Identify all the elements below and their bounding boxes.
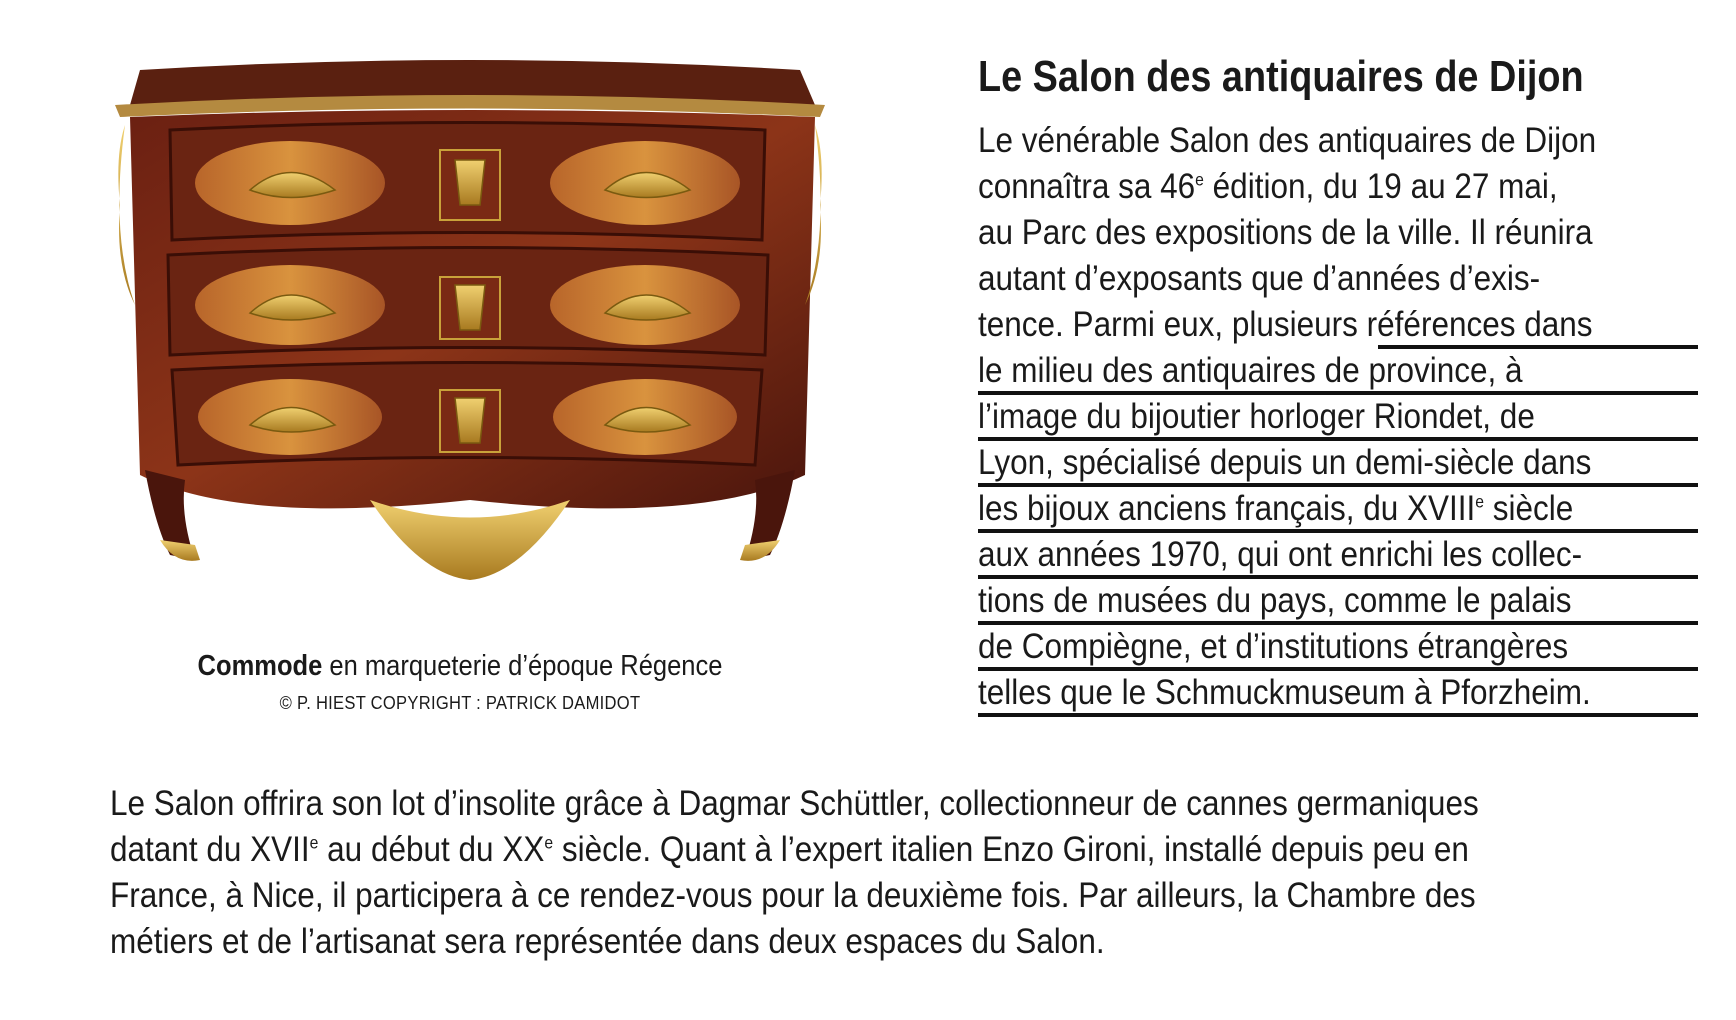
article-title: Le Salon des antiquaires de Dijon: [978, 52, 1584, 101]
underline-mark: [978, 391, 1698, 395]
underline-mark: [978, 621, 1698, 625]
underline-mark: [978, 529, 1698, 533]
text-line: [110, 824, 1469, 876]
text-line: [110, 916, 1105, 968]
text-segment: tence. Parmi eux, plusieurs références dans: [978, 305, 1593, 344]
caption-rest: en marqueterie d’époque Régence: [322, 650, 723, 682]
text-line: [978, 621, 1568, 673]
superscript: e: [544, 832, 554, 853]
text-line: [978, 483, 1573, 535]
text-segment: telles que le Schmuckmuseum à Pforzheim.: [978, 673, 1591, 712]
text-segment: le milieu des antiquaires de province, à: [978, 351, 1523, 390]
caption-text: [187, 650, 733, 683]
text-segment: France, à Nice, il participera à ce rendez-vous pour la deuxième fois. Par ailleurs, la Chambre des: [110, 876, 1476, 915]
text-line: [978, 391, 1535, 443]
text-line: [978, 253, 1540, 305]
text-line: [978, 575, 1572, 627]
photo-credit: © P. HIEST COPYRIGHT : PATRICK DAMIDOT: [279, 693, 641, 713]
text-segment: au Parc des expositions de la ville. Il réunira: [978, 213, 1593, 252]
photo-caption: [150, 650, 770, 714]
text-segment: Lyon, spécialisé depuis un demi-siècle dans: [978, 443, 1592, 482]
superscript: e: [1195, 169, 1204, 190]
text-line: [978, 345, 1523, 397]
underline-mark: [978, 667, 1698, 671]
text-line: [110, 870, 1476, 922]
caption-bold: Commode: [197, 650, 323, 682]
commode-photo: [100, 55, 840, 615]
text-segment: de Compiègne, et d’institutions étrangères: [978, 627, 1569, 666]
text-segment: aux années 1970, qui ont enrichi les collec-: [978, 535, 1583, 574]
superscript: e: [1475, 491, 1485, 512]
underline-mark: [978, 575, 1698, 579]
text-segment: connaîtra sa 46: [978, 167, 1196, 206]
text-line: [110, 778, 1479, 830]
text-line: [978, 529, 1582, 581]
text-segment: au début du XX: [318, 830, 545, 869]
text-line: [978, 115, 1596, 167]
underline-mark: [1378, 345, 1698, 349]
text-segment: édition, du 19 au 27 mai,: [1203, 167, 1558, 206]
text-segment: datant du XVII: [110, 830, 310, 869]
text-segment: tions de musées du pays, comme le palais: [978, 581, 1572, 620]
underline-mark: [978, 713, 1698, 717]
text-segment: siècle. Quant à l’expert italien Enzo Gironi, installé depuis peu en: [553, 830, 1469, 869]
text-line: [978, 161, 1558, 213]
text-line: [978, 437, 1591, 489]
text-line: [978, 667, 1591, 719]
text-segment: Le vénérable Salon des antiquaires de Dijon: [978, 121, 1597, 160]
text-line: [978, 299, 1593, 351]
text-segment: siècle: [1484, 489, 1574, 528]
superscript: e: [309, 832, 319, 853]
text-segment: métiers et de l’artisanat sera représentée dans deux espaces du Salon.: [110, 922, 1105, 961]
underline-mark: [978, 437, 1698, 441]
text-segment: Le Salon offrira son lot d’insolite grâce à Dagmar Schüttler, collectionneur de cannes germaniques: [110, 784, 1479, 823]
underline-mark: [978, 483, 1698, 487]
text-segment: les bijoux anciens français, du XVIII: [978, 489, 1476, 528]
text-line: [978, 207, 1593, 259]
text-segment: l’image du bijoutier horloger Riondet, de: [978, 397, 1535, 436]
text-segment: autant d’exposants que d’années d’exis-: [978, 259, 1541, 298]
